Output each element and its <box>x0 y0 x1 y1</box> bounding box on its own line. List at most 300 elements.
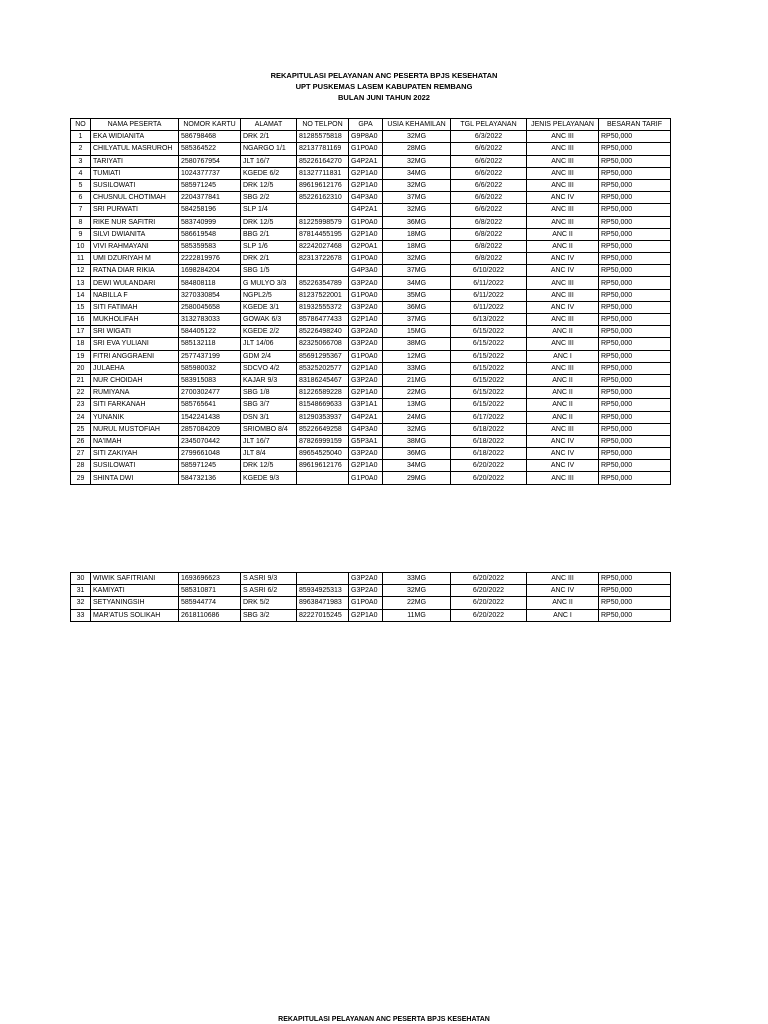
column-header-nama-peserta: NAMA PESERTA <box>91 119 179 131</box>
cell-gpa: G4P3A0 <box>349 265 383 277</box>
cell-nomor-kartu: 586619548 <box>179 228 241 240</box>
cell-no: 16 <box>71 314 91 326</box>
cell-no: 15 <box>71 301 91 313</box>
cell-nomor-kartu: 2580045658 <box>179 301 241 313</box>
cell-tgl-pelayanan: 6/6/2022 <box>451 167 527 179</box>
cell-besaran-tarif: RP50,000 <box>599 155 671 167</box>
cell-tgl-pelayanan: 6/10/2022 <box>451 265 527 277</box>
table-row <box>71 573 671 585</box>
cell-besaran-tarif: RP50,000 <box>599 338 671 350</box>
cell-tgl-pelayanan: 6/17/2022 <box>451 411 527 423</box>
cell-nomor-kartu: 2577437199 <box>179 350 241 362</box>
table-row <box>71 399 671 411</box>
table-row <box>71 289 671 301</box>
cell-besaran-tarif: RP50,000 <box>599 204 671 216</box>
cell-gpa: G2P1A0 <box>349 362 383 374</box>
cell-no: 20 <box>71 362 91 374</box>
cell-nomor-kartu: 585765641 <box>179 399 241 411</box>
cell-jenis-pelayanan: ANC IV <box>527 460 599 472</box>
cell-nomor-kartu: 583740999 <box>179 216 241 228</box>
cell-no-telpon: 87826999159 <box>297 435 349 447</box>
cell-nomor-kartu: 585971245 <box>179 179 241 191</box>
cell-gpa: G2P1A0 <box>349 228 383 240</box>
cell-jenis-pelayanan: ANC III <box>527 423 599 435</box>
cell-jenis-pelayanan: ANC III <box>527 143 599 155</box>
cell-nama-peserta: SITI FARKANAH <box>91 399 179 411</box>
cell-no: 22 <box>71 387 91 399</box>
cell-usia-kehamilan: 21MG <box>383 374 451 386</box>
cell-gpa: G2P1A0 <box>349 167 383 179</box>
cell-gpa: G4P2A1 <box>349 204 383 216</box>
cell-besaran-tarif: RP50,000 <box>599 350 671 362</box>
table-row <box>71 472 671 484</box>
cell-besaran-tarif: RP50,000 <box>599 131 671 143</box>
cell-no-telpon: 85226498240 <box>297 326 349 338</box>
cell-alamat: SBG 3/2 <box>241 609 297 621</box>
cell-nama-peserta: KAMIYATI <box>91 585 179 597</box>
cell-no-telpon: 85934925313 <box>297 585 349 597</box>
cell-alamat: JLT 8/4 <box>241 448 297 460</box>
cell-no: 29 <box>71 472 91 484</box>
cell-gpa: G1P0A0 <box>349 472 383 484</box>
cell-alamat: DRK 12/5 <box>241 460 297 472</box>
cell-tgl-pelayanan: 6/15/2022 <box>451 362 527 374</box>
cell-alamat: KGEDE 6/2 <box>241 167 297 179</box>
cell-alamat: SBG 1/8 <box>241 387 297 399</box>
cell-alamat: DSN 3/1 <box>241 411 297 423</box>
cell-nama-peserta: SRI EVA YULIANI <box>91 338 179 350</box>
cell-nama-peserta: WIWIK SAFITRIANI <box>91 573 179 585</box>
cell-alamat: DRK 12/5 <box>241 216 297 228</box>
cell-besaran-tarif: RP50,000 <box>599 326 671 338</box>
cell-tgl-pelayanan: 6/3/2022 <box>451 131 527 143</box>
cell-besaran-tarif: RP50,000 <box>599 228 671 240</box>
cell-tgl-pelayanan: 6/11/2022 <box>451 289 527 301</box>
report-title: REKAPITULASI PELAYANAN ANC PESERTA BPJS KESEHATAN <box>270 71 498 80</box>
cell-no-telpon: 87814455195 <box>297 228 349 240</box>
cell-nomor-kartu: 584258196 <box>179 204 241 216</box>
column-header-nomor-kartu: NOMOR KARTU <box>179 119 241 131</box>
cell-gpa: G1P0A0 <box>349 597 383 609</box>
cell-alamat: KGEDE 3/1 <box>241 301 297 313</box>
cell-besaran-tarif: RP50,000 <box>599 167 671 179</box>
cell-nomor-kartu: 2857084209 <box>179 423 241 435</box>
cell-besaran-tarif: RP50,000 <box>599 472 671 484</box>
cell-no-telpon <box>297 472 349 484</box>
cell-besaran-tarif: RP50,000 <box>599 179 671 191</box>
cell-jenis-pelayanan: ANC III <box>527 573 599 585</box>
cell-jenis-pelayanan: ANC I <box>527 350 599 362</box>
table-row <box>71 155 671 167</box>
table-row <box>71 338 671 350</box>
cell-gpa: G2P1A0 <box>349 179 383 191</box>
cell-no: 32 <box>71 597 91 609</box>
cell-no: 11 <box>71 253 91 265</box>
column-header-no: NO <box>71 119 91 131</box>
cell-alamat: SRIOMBO 8/4 <box>241 423 297 435</box>
cell-nama-peserta: SITI FATIMAH <box>91 301 179 313</box>
column-header-gpa: GPA <box>349 119 383 131</box>
cell-besaran-tarif: RP50,000 <box>599 143 671 155</box>
cell-no-telpon: 81237522001 <box>297 289 349 301</box>
cell-gpa: G3P2A0 <box>349 326 383 338</box>
cell-besaran-tarif: RP50,000 <box>599 301 671 313</box>
cell-no: 17 <box>71 326 91 338</box>
cell-nama-peserta: CHUSNUL CHOTIMAH <box>91 192 179 204</box>
cell-jenis-pelayanan: ANC II <box>527 399 599 411</box>
cell-no-telpon: 81548669633 <box>297 399 349 411</box>
table-body <box>71 131 671 484</box>
cell-nama-peserta: NABILLA F <box>91 289 179 301</box>
cell-gpa: G4P3A0 <box>349 423 383 435</box>
cell-jenis-pelayanan: ANC IV <box>527 585 599 597</box>
cell-usia-kehamilan: 18MG <box>383 228 451 240</box>
cell-alamat: KGEDE 9/3 <box>241 472 297 484</box>
cell-nama-peserta: UMI DZURIYAH M <box>91 253 179 265</box>
cell-usia-kehamilan: 38MG <box>383 435 451 447</box>
cell-tgl-pelayanan: 6/15/2022 <box>451 399 527 411</box>
cell-usia-kehamilan: 24MG <box>383 411 451 423</box>
column-header-no-telpon: NO TELPON <box>297 119 349 131</box>
cell-nama-peserta: TUMIATI <box>91 167 179 179</box>
cell-no-telpon: 85226649258 <box>297 423 349 435</box>
table-row <box>71 131 671 143</box>
cell-besaran-tarif: RP50,000 <box>599 573 671 585</box>
cell-jenis-pelayanan: ANC III <box>527 216 599 228</box>
cell-no-telpon: 81226589228 <box>297 387 349 399</box>
cell-nama-peserta: RATNA DIAR RIKIA <box>91 265 179 277</box>
cell-no-telpon: 82313722678 <box>297 253 349 265</box>
table-row <box>71 277 671 289</box>
cell-besaran-tarif: RP50,000 <box>599 362 671 374</box>
cell-usia-kehamilan: 38MG <box>383 338 451 350</box>
cell-nama-peserta: SRI WIGATI <box>91 326 179 338</box>
cell-usia-kehamilan: 29MG <box>383 472 451 484</box>
cell-besaran-tarif: RP50,000 <box>599 460 671 472</box>
cell-no-telpon: 89638471983 <box>297 597 349 609</box>
cell-no-telpon <box>297 573 349 585</box>
cell-nama-peserta: FITRI ANGGRAENI <box>91 350 179 362</box>
cell-usia-kehamilan: 32MG <box>383 131 451 143</box>
cell-no-telpon: 85691295367 <box>297 350 349 362</box>
cell-besaran-tarif: RP50,000 <box>599 448 671 460</box>
cell-jenis-pelayanan: ANC II <box>527 374 599 386</box>
cell-gpa: G2P1A0 <box>349 314 383 326</box>
cell-alamat: DRK 12/5 <box>241 179 297 191</box>
cell-no: 8 <box>71 216 91 228</box>
cell-nama-peserta: MAR'ATUS SOLIKAH <box>91 609 179 621</box>
cell-besaran-tarif: RP50,000 <box>599 216 671 228</box>
cell-gpa: G2P1A0 <box>349 460 383 472</box>
cell-tgl-pelayanan: 6/6/2022 <box>451 155 527 167</box>
cell-tgl-pelayanan: 6/13/2022 <box>451 314 527 326</box>
service-table-continued <box>70 572 671 622</box>
cell-gpa: G4P3A0 <box>349 192 383 204</box>
cell-usia-kehamilan: 32MG <box>383 204 451 216</box>
cell-nama-peserta: NURUL MUSTOFIAH <box>91 423 179 435</box>
cell-jenis-pelayanan: ANC III <box>527 362 599 374</box>
cell-jenis-pelayanan: ANC II <box>527 326 599 338</box>
cell-nomor-kartu: 2618110686 <box>179 609 241 621</box>
cell-tgl-pelayanan: 6/15/2022 <box>451 350 527 362</box>
cell-jenis-pelayanan: ANC III <box>527 179 599 191</box>
cell-nomor-kartu: 585132118 <box>179 338 241 350</box>
table-row <box>71 362 671 374</box>
cell-no: 2 <box>71 143 91 155</box>
cell-alamat: DRK 2/1 <box>241 253 297 265</box>
cell-tgl-pelayanan: 6/18/2022 <box>451 448 527 460</box>
cell-usia-kehamilan: 22MG <box>383 597 451 609</box>
table-row <box>71 167 671 179</box>
cell-no: 21 <box>71 374 91 386</box>
table-row <box>71 143 671 155</box>
cell-alamat: SBG 1/5 <box>241 265 297 277</box>
cell-no-telpon: 83186245467 <box>297 374 349 386</box>
cell-besaran-tarif: RP50,000 <box>599 289 671 301</box>
cell-usia-kehamilan: 32MG <box>383 155 451 167</box>
cell-nomor-kartu: 2580767954 <box>179 155 241 167</box>
cell-gpa: G3P2A0 <box>349 277 383 289</box>
cell-no-telpon: 85786477433 <box>297 314 349 326</box>
cell-usia-kehamilan: 15MG <box>383 326 451 338</box>
cell-alamat: SDCVO 4/2 <box>241 362 297 374</box>
cell-nama-peserta: JULAEHA <box>91 362 179 374</box>
cell-nomor-kartu: 1698284204 <box>179 265 241 277</box>
table-row <box>71 350 671 362</box>
cell-jenis-pelayanan: ANC IV <box>527 435 599 447</box>
cell-jenis-pelayanan: ANC II <box>527 387 599 399</box>
table-row <box>71 192 671 204</box>
cell-no-telpon: 82242027468 <box>297 240 349 252</box>
cell-no: 18 <box>71 338 91 350</box>
cell-nomor-kartu: 3132783033 <box>179 314 241 326</box>
cell-nomor-kartu: 584732136 <box>179 472 241 484</box>
cell-no: 27 <box>71 448 91 460</box>
cell-no: 31 <box>71 585 91 597</box>
cell-gpa: G3P2A0 <box>349 301 383 313</box>
cell-usia-kehamilan: 33MG <box>383 573 451 585</box>
cell-usia-kehamilan: 12MG <box>383 350 451 362</box>
cell-nama-peserta: SRI PURWATI <box>91 204 179 216</box>
cell-jenis-pelayanan: ANC IV <box>527 265 599 277</box>
cell-jenis-pelayanan: ANC IV <box>527 253 599 265</box>
cell-nama-peserta: NA'IMAH <box>91 435 179 447</box>
cell-alamat: G MULYO 3/3 <box>241 277 297 289</box>
cell-tgl-pelayanan: 6/20/2022 <box>451 597 527 609</box>
table-row <box>71 374 671 386</box>
cell-tgl-pelayanan: 6/11/2022 <box>451 277 527 289</box>
cell-no-telpon: 81225998579 <box>297 216 349 228</box>
cell-no-telpon: 81290353937 <box>297 411 349 423</box>
cell-gpa: G2P1A0 <box>349 609 383 621</box>
cell-alamat: JLT 16/7 <box>241 435 297 447</box>
cell-nama-peserta: TARIYATI <box>91 155 179 167</box>
cell-gpa: G1P0A0 <box>349 350 383 362</box>
cell-usia-kehamilan: 32MG <box>383 423 451 435</box>
cell-jenis-pelayanan: ANC IV <box>527 448 599 460</box>
column-header-usia-kehamilan: USIA KEHAMILAN <box>383 119 451 131</box>
cell-no: 12 <box>71 265 91 277</box>
cell-nomor-kartu: 2700302477 <box>179 387 241 399</box>
cell-usia-kehamilan: 36MG <box>383 448 451 460</box>
cell-no: 28 <box>71 460 91 472</box>
cell-gpa: G3P2A0 <box>349 374 383 386</box>
cell-besaran-tarif: RP50,000 <box>599 435 671 447</box>
cell-alamat: NGARGO 1/1 <box>241 143 297 155</box>
cell-gpa: G3P1A1 <box>349 399 383 411</box>
table-row <box>71 448 671 460</box>
cell-no: 33 <box>71 609 91 621</box>
cell-usia-kehamilan: 18MG <box>383 240 451 252</box>
table-row <box>71 228 671 240</box>
cell-nama-peserta: SUSILOWATI <box>91 460 179 472</box>
report-header <box>0 70 768 103</box>
cell-nomor-kartu: 585364522 <box>179 143 241 155</box>
cell-nomor-kartu: 2204377841 <box>179 192 241 204</box>
cell-besaran-tarif: RP50,000 <box>599 597 671 609</box>
table-row <box>71 204 671 216</box>
cell-alamat: GOWAK 6/3 <box>241 314 297 326</box>
cell-besaran-tarif: RP50,000 <box>599 387 671 399</box>
table-row <box>71 609 671 621</box>
cell-no: 24 <box>71 411 91 423</box>
cell-tgl-pelayanan: 6/18/2022 <box>451 423 527 435</box>
cell-no: 6 <box>71 192 91 204</box>
cell-nomor-kartu: 2345070442 <box>179 435 241 447</box>
table-row <box>71 301 671 313</box>
cell-tgl-pelayanan: 6/8/2022 <box>451 253 527 265</box>
cell-besaran-tarif: RP50,000 <box>599 253 671 265</box>
column-header-tgl-pelayanan: TGL PELAYANAN <box>451 119 527 131</box>
cell-nama-peserta: SETYANINGSIH <box>91 597 179 609</box>
cell-besaran-tarif: RP50,000 <box>599 374 671 386</box>
cell-tgl-pelayanan: 6/20/2022 <box>451 460 527 472</box>
column-header-alamat: ALAMAT <box>241 119 297 131</box>
cell-alamat: GDM 2/4 <box>241 350 297 362</box>
cell-usia-kehamilan: 13MG <box>383 399 451 411</box>
service-table <box>70 118 671 485</box>
cell-no-telpon: 89619612176 <box>297 179 349 191</box>
cell-nomor-kartu: 585310871 <box>179 585 241 597</box>
table-row <box>71 253 671 265</box>
cell-nama-peserta: SILVI DWIANITA <box>91 228 179 240</box>
cell-tgl-pelayanan: 6/20/2022 <box>451 573 527 585</box>
cell-nama-peserta: CHILYATUL MASRUROH <box>91 143 179 155</box>
cell-no: 5 <box>71 179 91 191</box>
cell-jenis-pelayanan: ANC III <box>527 277 599 289</box>
cell-no-telpon: 82325066708 <box>297 338 349 350</box>
cell-nama-peserta: EKA WIDIANITA <box>91 131 179 143</box>
cell-jenis-pelayanan: ANC II <box>527 240 599 252</box>
cell-jenis-pelayanan: ANC III <box>527 314 599 326</box>
cell-usia-kehamilan: 28MG <box>383 143 451 155</box>
table-row <box>71 314 671 326</box>
cell-alamat: BBG 2/1 <box>241 228 297 240</box>
table-row <box>71 597 671 609</box>
cell-no-telpon: 85226164270 <box>297 155 349 167</box>
cell-no-telpon: 85226162310 <box>297 192 349 204</box>
column-header-besaran-tarif: BESARAN TARIF <box>599 119 671 131</box>
cell-nama-peserta: SUSILOWATI <box>91 179 179 191</box>
cell-gpa: G3P2A0 <box>349 338 383 350</box>
table-body <box>71 573 671 622</box>
cell-jenis-pelayanan: ANC III <box>527 131 599 143</box>
cell-tgl-pelayanan: 6/8/2022 <box>451 228 527 240</box>
cell-besaran-tarif: RP50,000 <box>599 609 671 621</box>
table-row <box>71 585 671 597</box>
cell-jenis-pelayanan: ANC III <box>527 472 599 484</box>
cell-tgl-pelayanan: 6/15/2022 <box>451 338 527 350</box>
cell-no: 4 <box>71 167 91 179</box>
cell-alamat: KAJAR 9/3 <box>241 374 297 386</box>
cell-nomor-kartu: 584405122 <box>179 326 241 338</box>
cell-tgl-pelayanan: 6/8/2022 <box>451 216 527 228</box>
cell-gpa: G3P2A0 <box>349 448 383 460</box>
cell-tgl-pelayanan: 6/15/2022 <box>451 387 527 399</box>
cell-gpa: G1P0A0 <box>349 143 383 155</box>
cell-alamat: SLP 1/6 <box>241 240 297 252</box>
cell-no-telpon: 85325202577 <box>297 362 349 374</box>
cell-alamat: S ASRI 9/3 <box>241 573 297 585</box>
cell-no-telpon: 81285575818 <box>297 131 349 143</box>
cell-nama-peserta: VIVI RAHMAYANI <box>91 240 179 252</box>
cell-usia-kehamilan: 37MG <box>383 265 451 277</box>
cell-tgl-pelayanan: 6/18/2022 <box>451 435 527 447</box>
column-header-jenis-pelayanan: JENIS PELAYANAN <box>527 119 599 131</box>
cell-alamat: S ASRI 6/2 <box>241 585 297 597</box>
cell-no-telpon: 82227015245 <box>297 609 349 621</box>
cell-nama-peserta: SITI ZAKIYAH <box>91 448 179 460</box>
cell-alamat: SLP 1/4 <box>241 204 297 216</box>
cell-tgl-pelayanan: 6/20/2022 <box>451 472 527 484</box>
cell-alamat: JLT 16/7 <box>241 155 297 167</box>
cell-jenis-pelayanan: ANC II <box>527 228 599 240</box>
next-page-header-fragment: REKAPITULASI PELAYANAN ANC PESERTA BPJS KESEHATAN <box>278 1016 490 1023</box>
cell-besaran-tarif: RP50,000 <box>599 411 671 423</box>
cell-no: 30 <box>71 573 91 585</box>
cell-nama-peserta: NUR CHOIDAH <box>91 374 179 386</box>
cell-gpa: G4P2A1 <box>349 155 383 167</box>
cell-no-telpon: 82137781169 <box>297 143 349 155</box>
cell-usia-kehamilan: 22MG <box>383 387 451 399</box>
cell-nomor-kartu: 2222819976 <box>179 253 241 265</box>
cell-no-telpon: 81327711831 <box>297 167 349 179</box>
cell-nama-peserta: RIKE NUR SAFITRI <box>91 216 179 228</box>
cell-usia-kehamilan: 37MG <box>383 314 451 326</box>
table-row <box>71 179 671 191</box>
cell-tgl-pelayanan: 6/15/2022 <box>451 326 527 338</box>
cell-nomor-kartu: 585944774 <box>179 597 241 609</box>
cell-alamat: DRK 5/2 <box>241 597 297 609</box>
cell-usia-kehamilan: 32MG <box>383 179 451 191</box>
cell-jenis-pelayanan: ANC I <box>527 609 599 621</box>
cell-tgl-pelayanan: 6/6/2022 <box>451 179 527 191</box>
table-row <box>71 216 671 228</box>
cell-jenis-pelayanan: ANC III <box>527 167 599 179</box>
cell-gpa: G2P1A0 <box>349 387 383 399</box>
cell-besaran-tarif: RP50,000 <box>599 423 671 435</box>
cell-tgl-pelayanan: 6/8/2022 <box>451 240 527 252</box>
cell-besaran-tarif: RP50,000 <box>599 277 671 289</box>
report-period: BULAN JUNI TAHUN 2022 <box>338 93 430 102</box>
cell-usia-kehamilan: 34MG <box>383 167 451 179</box>
cell-nomor-kartu: 585980032 <box>179 362 241 374</box>
cell-jenis-pelayanan: ANC IV <box>527 192 599 204</box>
cell-nama-peserta: RUMIYANA <box>91 387 179 399</box>
cell-jenis-pelayanan: ANC III <box>527 155 599 167</box>
cell-usia-kehamilan: 36MG <box>383 301 451 313</box>
cell-gpa: G3P2A0 <box>349 585 383 597</box>
